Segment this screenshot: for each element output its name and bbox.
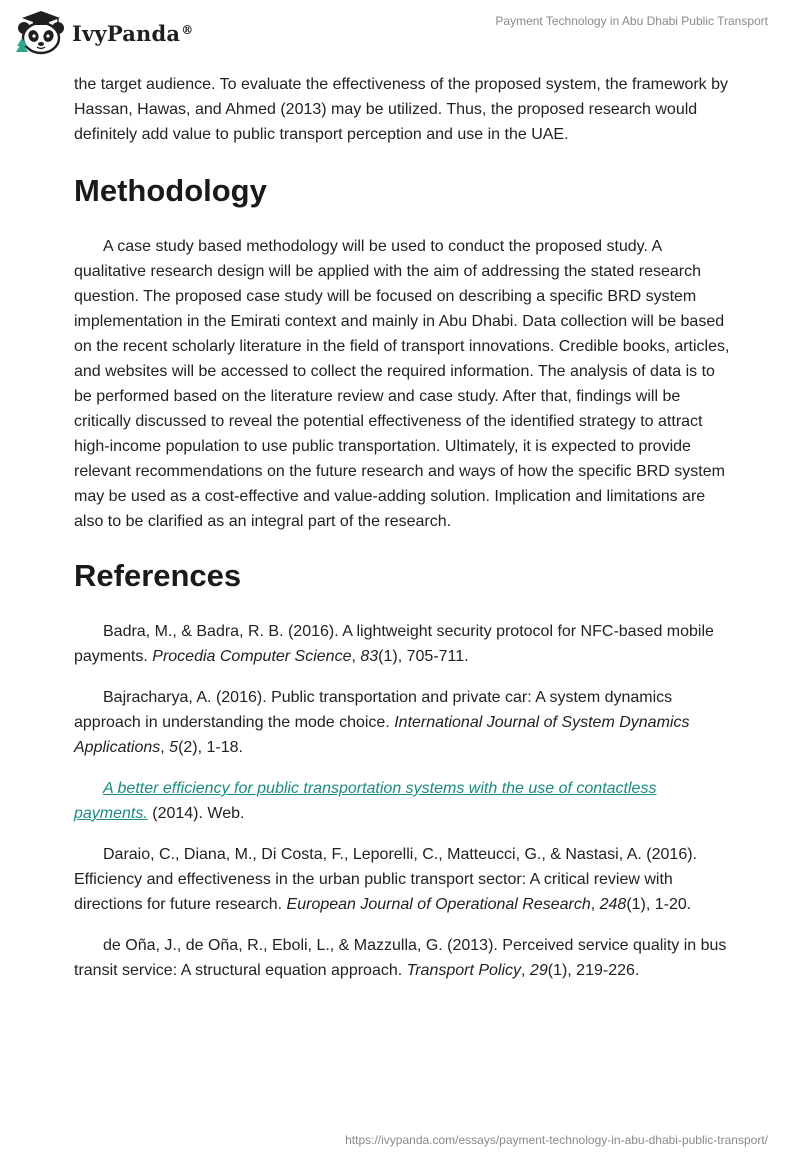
reference-item: Daraio, C., Diana, M., Di Costa, F., Leporelli, C., Matteucci, G., & Nastasi, A. (2016). Efficiency and effectiveness in the urban public transport sector: A critical review with directions for future research. European Journal of Operational Research, 248(1), 1-20. (74, 846, 697, 913)
running-title: Payment Technology in Abu Dhabi Public Transport (495, 14, 768, 28)
reference-item: Bajracharya, A. (2016). Public transportation and private car: A system dynamics approach in understanding the mode choice. International Journal of System Dynamics Applications, 5(2), 1-18. (74, 689, 690, 756)
volume-number: 5 (169, 739, 179, 756)
source-url[interactable]: https://ivypanda.com/essays/payment-technology-in-abu-dhabi-public-transport/ (345, 1133, 768, 1147)
registered-mark: ® (181, 22, 194, 37)
reference-link[interactable]: A better efficiency for public transportation systems with the use of contactless payments. (74, 780, 657, 822)
journal-title: Procedia Computer Science (152, 648, 352, 665)
intro-paragraph: the target audience. To evaluate the effectiveness of the proposed system, the framework by Hassan, Hawas, and Ahmed (2013) may be utilized. Thus, the proposed research would definitely add value to public transport perception and use in the UAE. (74, 76, 729, 143)
journal-title: International Journal of System Dynamics Applications (74, 714, 690, 756)
references-heading: References (74, 558, 242, 593)
reference-item: de Oña, J., de Oña, R., Eboli, L., & Mazzulla, G. (2013). Perceived service quality in bus transit service: A structural equation approach. Transport Policy, 29(1), 219-226. (74, 937, 727, 979)
essay-content (74, 72, 734, 999)
journal-title: Transport Policy (406, 962, 522, 979)
methodology-paragraph: A case study based methodology will be used to conduct the proposed study. A qualitative research design will be applied with the aim of addressing the stated research question. The proposed case study will be focused on describing a specific BRD system implementation in the Emirati context and mainly in Abu Dhabi. Data collection will be based on the recent scholarly literature in the field of transport innovations. Credible books, articles, and websites will be accessed to collect the required information. The analysis of data is to be performed based on the literature review and case study. After that, findings will be critically discussed to reveal the potential effectiveness of the identified strategy to attract high-income population to use public transportation. Ultimately, it is expected to provide relevant recommendations on the future research and ways of how the specific BRD system may be used as a cost-effective and value-adding solution. Implication and limitations are also to be clarified as an integral part of the research. (74, 238, 730, 530)
brand-logo[interactable] (14, 8, 193, 56)
journal-title: European Journal of Operational Research (286, 896, 591, 913)
brand-name: IvyPanda® (72, 20, 194, 46)
panda-mascot-icon (14, 8, 68, 56)
reference-item: Badra, M., & Badra, R. B. (2016). A lightweight security protocol for NFC-based mobile payments. Procedia Computer Science, 83(1), 705-711. (74, 623, 714, 665)
reference-item: A better efficiency for public transportation systems with the use of contactless payments. (2014). Web. (74, 780, 657, 822)
volume-number: 83 (360, 648, 379, 665)
methodology-heading: Methodology (74, 173, 267, 208)
volume-number: 248 (599, 896, 627, 913)
volume-number: 29 (529, 962, 548, 979)
